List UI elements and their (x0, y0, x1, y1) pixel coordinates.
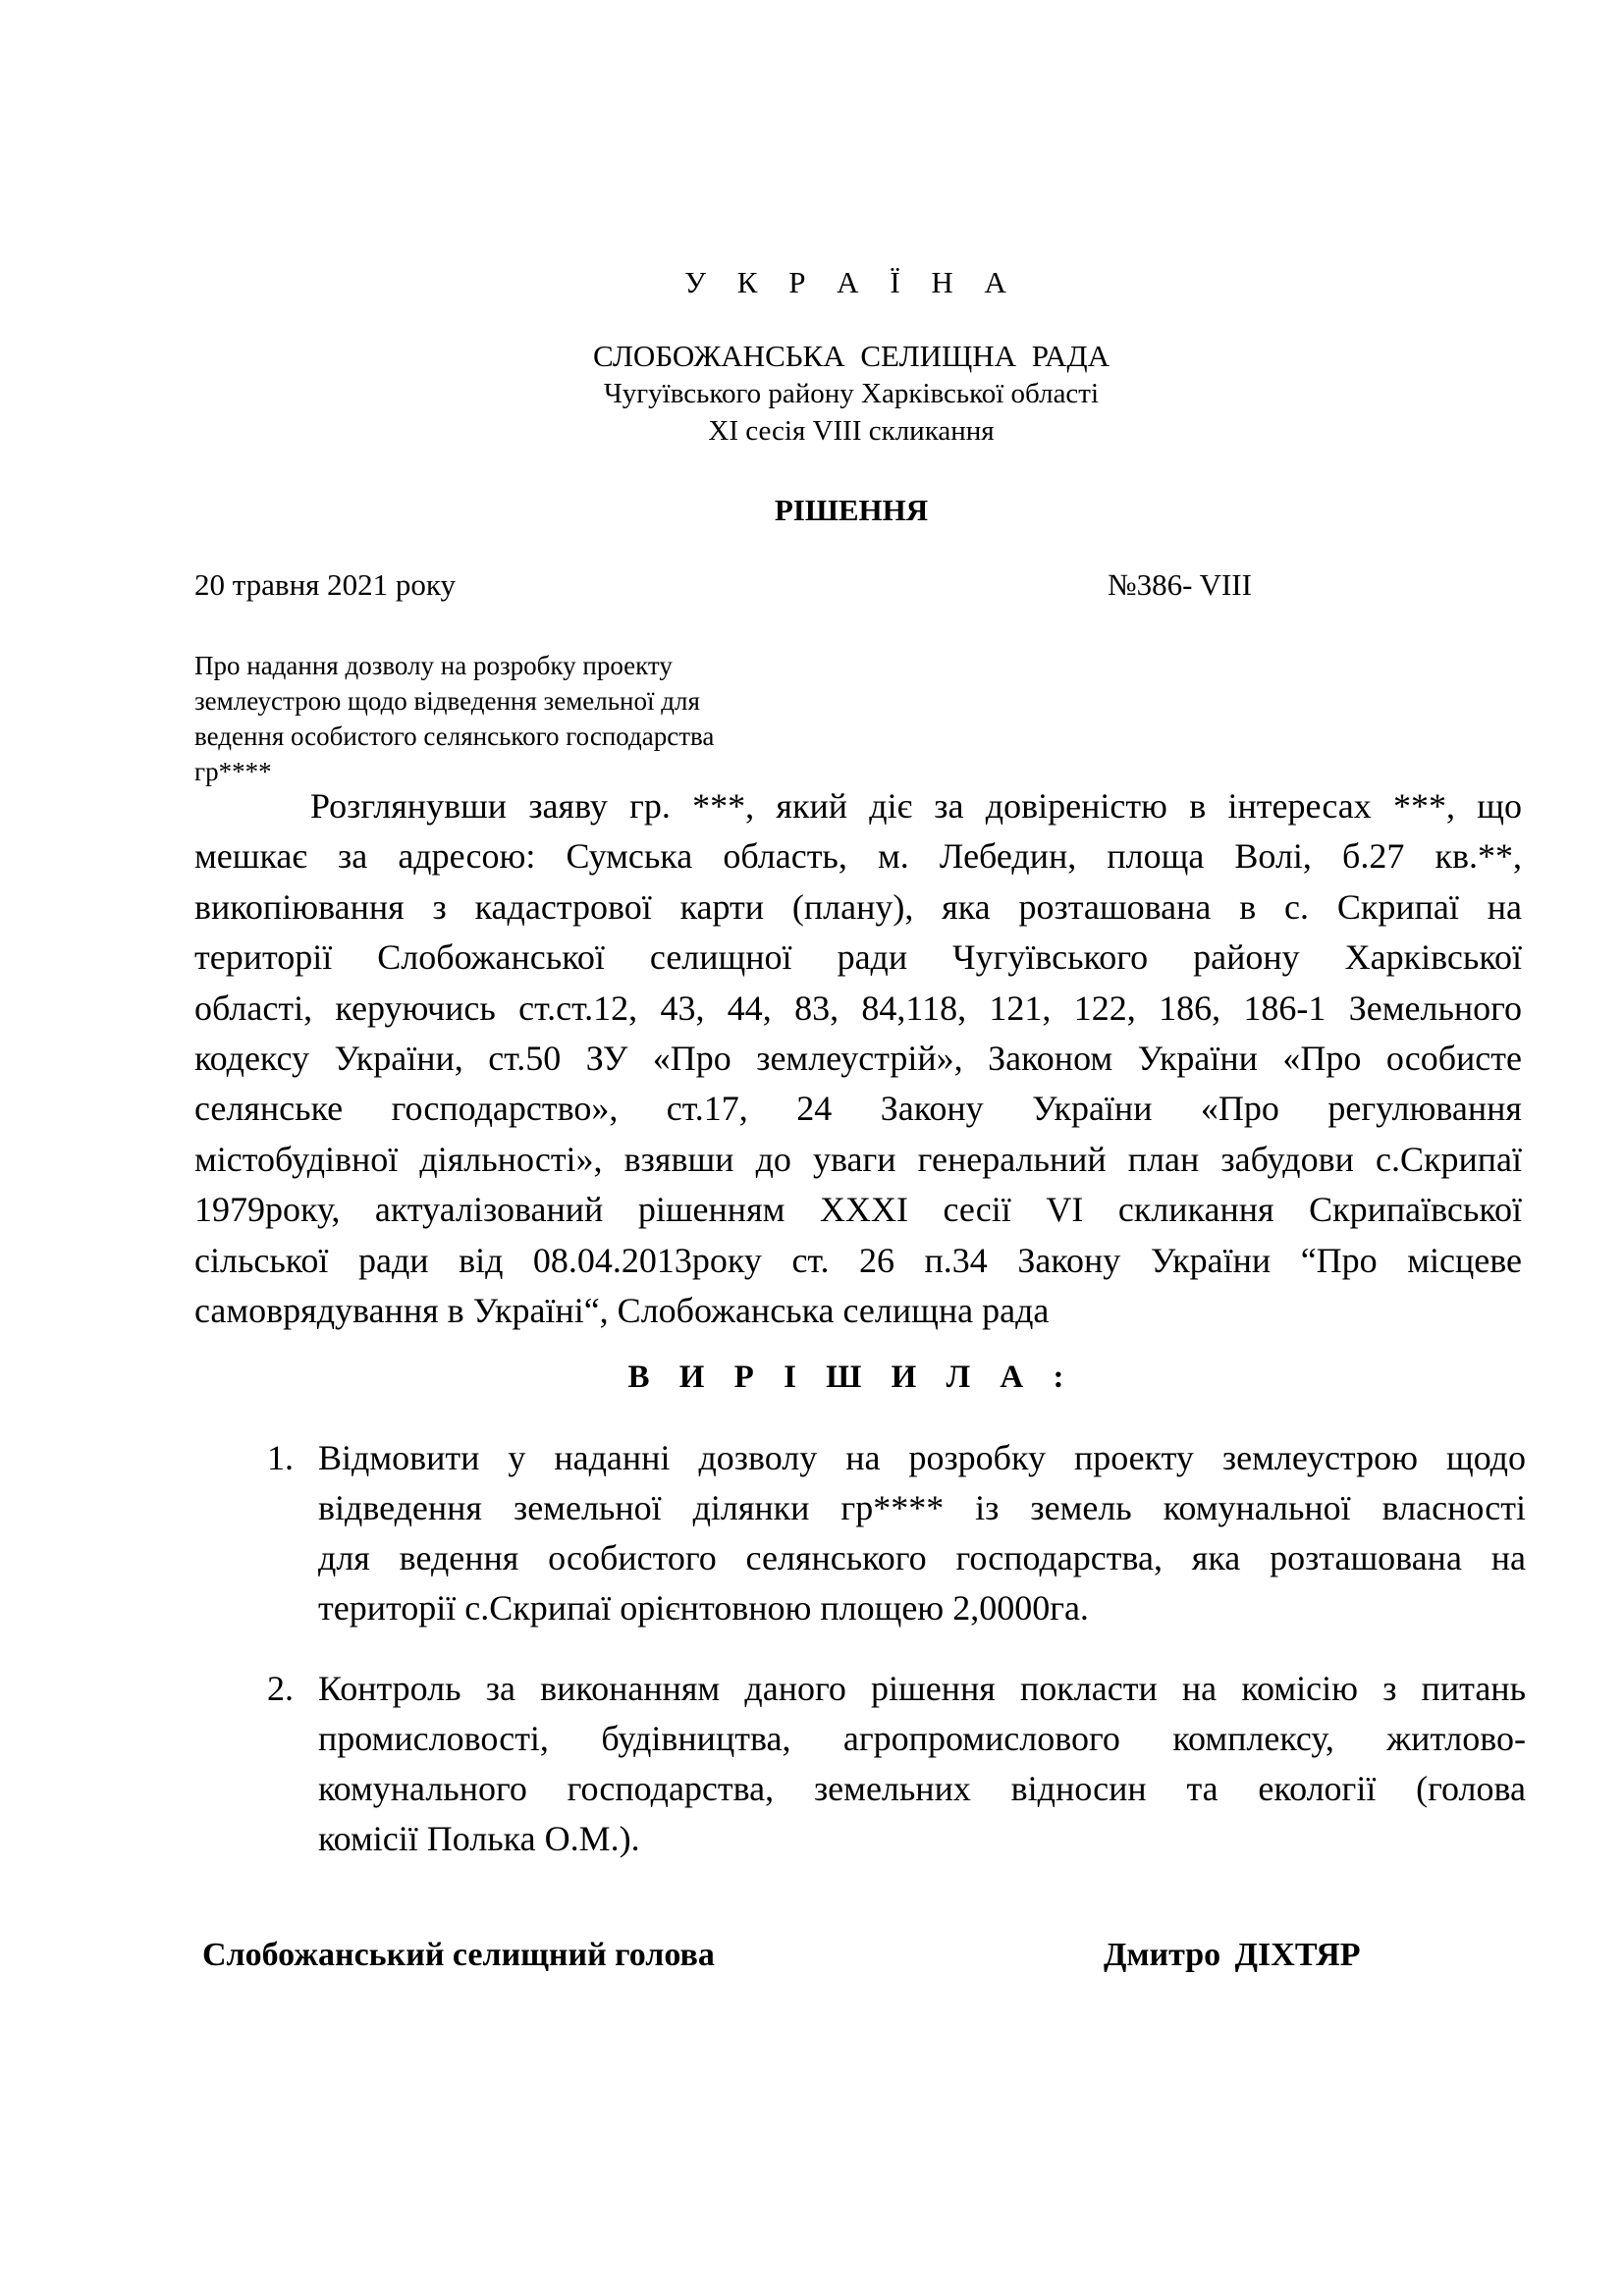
signatory-name: Дмитро ДІХТЯР (1104, 1937, 1361, 1973)
preamble-line: селянське господарство», ст.17, 24 Закону України «Про регулювання (194, 1089, 1522, 1129)
subject-line: Про надання дозволу на розробку проекту (194, 651, 673, 680)
item-number: 1. (267, 1438, 294, 1477)
subject-line: гр**** (194, 757, 272, 786)
preamble-line: території Слобожанської селищної ради Чугуївського району Харківської (194, 937, 1522, 978)
council-name: СЛОБОЖАНСЬКА СЕЛИЩНА РАДА (593, 339, 1110, 373)
item-line: території с.Скрипаї орієнтовною площею 2,0000га. (318, 1588, 1089, 1628)
decision-date: 20 травня 2021 року (194, 567, 457, 602)
item-line: комунального господарства, земельних відносин та екології (голова (318, 1769, 1526, 1808)
subject-line: землеустрою щодо відведення земельної для (194, 686, 700, 716)
item-number: 2. (267, 1669, 294, 1708)
preamble-line: сільської ради від 08.04.2013року ст. 26 п.34 Закону України “Про місцеве (194, 1240, 1522, 1280)
item-line: Контроль за виконанням даного рішення покласти на комісію з питань (318, 1669, 1526, 1708)
item-line: відведення земельної ділянки гр**** із земель комунальної власності (318, 1488, 1526, 1527)
preamble-line: кодексу України, ст.50 ЗУ «Про землеустрій», Законом України «Про особисте (194, 1038, 1522, 1078)
preamble-line: самоврядування в Україні“, Слобожанська селищна рада (194, 1290, 1050, 1330)
preamble-line: мешкає за адресою: Сумська область, м. Лебедин, площа Волі, б.27 кв.**, (194, 836, 1522, 877)
preamble-line: області, керуючись ст.ст.12, 43, 44, 83, 84,118, 121, 122, 186, 186-1 Земельного (194, 988, 1522, 1028)
item-text (318, 1433, 1526, 1633)
item-line: Відмовити у наданні дозволу на розробку проекту землеустрою щодо (318, 1438, 1526, 1477)
country-heading: У К Р А Ї Н А (684, 265, 1018, 299)
signatory-title: Слобожанський селищний голова (202, 1937, 715, 1973)
preamble-line: містобудівної діяльності», взявши до уваги генеральний план забудови с.Скрипаї (194, 1139, 1522, 1179)
resolved-heading: В И Р І Ш И Л А : (627, 1360, 1075, 1395)
preamble-line: викопіювання з кадастрової карти (плану), яка розташована в с. Скрипаї на (194, 886, 1522, 927)
item-line: комісії Полька О.М.). (318, 1819, 640, 1858)
decision-number: №386- VIII (1108, 567, 1252, 602)
decision-subject (194, 648, 714, 789)
preamble-paragraph (194, 781, 1522, 1336)
preamble-line: Розглянувши заяву гр. ***, який діє за довіреністю в інтересах ***, що (310, 786, 1522, 826)
item-text (318, 1664, 1526, 1864)
document-type-title: РІШЕННЯ (774, 493, 929, 527)
district-name: Чугуївського району Харківської області (603, 378, 1100, 409)
subject-line: ведення особистого селянського господарства (194, 721, 715, 751)
item-line: для ведення особистого селянського господарства, яка розташована на (318, 1538, 1526, 1577)
item-line: промисловості, будівництва, агропромислового комплексу, житлово- (318, 1719, 1526, 1758)
session-info: XI сесія VIII скликання (708, 415, 995, 447)
preamble-line: 1979року, актуалізований рішенням XXXI сесії VI скликання Скрипаївської (194, 1190, 1522, 1230)
